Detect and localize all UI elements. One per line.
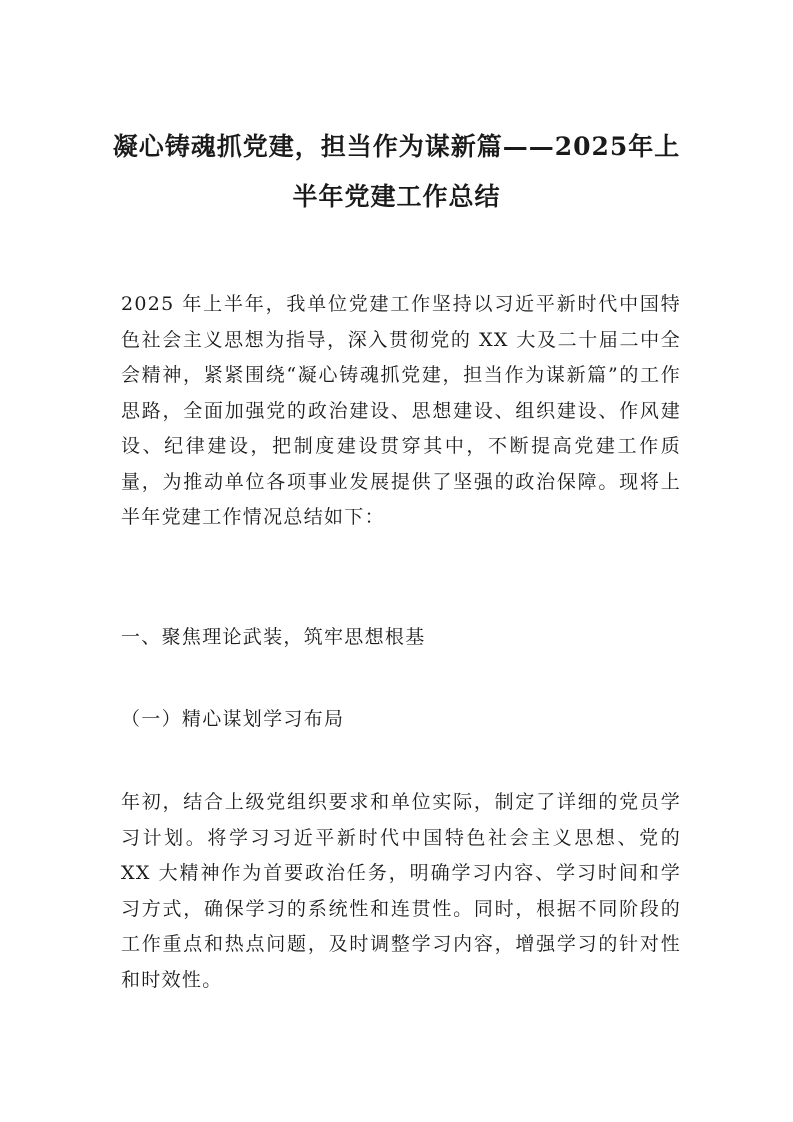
section-heading: 一、聚焦理论武装，筑牢思想根基	[121, 626, 426, 648]
intro-paragraph: 2025 年上半年，我单位党建工作坚持以习近平新时代中国特色社会主义思想为指导，深入贯彻党的 XX 大及二十届二中全会精神，紧紧围绕“凝心铸魂抓党建，担当作为谋新篇”的工作思路，全面加强党的政治建设、思想建设、组织建设、作风建设、纪律建设，把制度建设贯穿其中，不断提高党建工作质量，为推动单位各项事业发展提供了坚强的政治保障。现将上半年党建工作情况总结如下：	[121, 293, 681, 528]
body-paragraph: 年初，结合上级党组织要求和单位实际，制定了详细的党员学习计划。将学习习近平新时代中国特色社会主义思想、党的 XX 大精神作为首要政治任务，明确学习内容、学习时间和学习方式，确保学习的系统性和连贯性。同时，根据不同阶段的工作重点和热点问题，及时调整学习内容，增强学习的针对性和时效性。	[121, 791, 681, 991]
document-title: 凝心铸魂抓党建，担当作为谋新篇——2025年上半年党建工作总结	[112, 132, 681, 211]
subsection-heading: （一）精心谋划学习布局	[121, 708, 345, 730]
